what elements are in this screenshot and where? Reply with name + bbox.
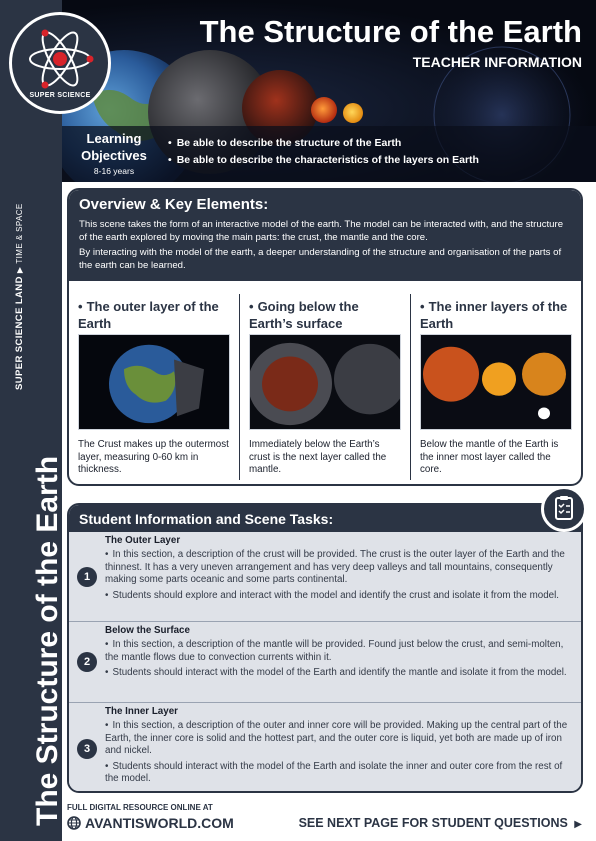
resource-label: FULL DIGITAL RESOURCE ONLINE AT — [67, 803, 213, 812]
bullet-icon: • — [78, 299, 83, 314]
task-bullets — [105, 549, 573, 602]
overview-paragraph: This scene takes the form of an interactive model of the earth. The model can be interacted with, and the structure of the earth explored by moving the main parts: the crust, the mantle and the core. — [79, 219, 564, 243]
task-bullet: • Students should explore and interact with the model and identify the crust and isolate it from the model. — [105, 590, 573, 603]
page-title: The Structure of the Earth — [199, 14, 582, 49]
key-element-text: Below the mantle of the Earth is the inner most layer called the core. — [420, 439, 559, 475]
earth-crust-image — [78, 334, 230, 430]
age-range: 8-16 years — [93, 166, 135, 176]
sidebar-topic: TIME & SPACE — [15, 203, 24, 264]
key-elements-columns — [69, 294, 581, 480]
header-banner — [62, 0, 596, 182]
logo-text: SUPER SCIENCE — [29, 92, 91, 99]
triangle-right-icon: ▶ — [15, 266, 24, 274]
overview-title: Overview & Key Elements: — [79, 196, 269, 213]
key-element-heading: • Going below the Earth’s surface — [249, 299, 359, 331]
website-text: AVANTISWORLD.COM — [85, 815, 234, 831]
bullet-icon: • — [420, 299, 425, 314]
task-bullets — [105, 639, 573, 680]
earth-mantle-image — [249, 334, 401, 430]
key-element-core — [411, 294, 581, 480]
super-science-logo — [9, 12, 111, 114]
objective-item: • Be able to describe the characteristics of the layers on Earth — [168, 154, 479, 166]
student-tasks-panel — [67, 503, 583, 793]
learning-objectives-bar — [62, 126, 596, 182]
key-element-mantle — [240, 294, 411, 480]
task-title: Below the Surface — [105, 625, 190, 636]
clipboard-checklist-icon — [541, 486, 587, 532]
earth-core-image — [420, 334, 572, 430]
task-section-below-surface — [69, 621, 581, 702]
task-bullet: • In this section, a description of the mantle will be provided. Found just below the crust, and semi-molten, the mantle flows due to convection currents within it. — [105, 639, 573, 664]
key-element-heading: • The inner layers of the Earth — [420, 299, 568, 331]
task-bullets — [105, 720, 573, 786]
chevron-right-icon: ▶ — [574, 819, 582, 830]
next-page-text: SEE NEXT PAGE FOR STUDENT QUESTIONS — [298, 816, 568, 830]
key-element-text: The Crust makes up the outermost layer, measuring 0-60 km in thickness. — [78, 439, 229, 475]
key-element-heading: • The outer layer of the Earth — [78, 299, 219, 331]
sidebar-section: SUPER SCIENCE LAND — [14, 276, 25, 390]
learning-objectives-label: Learning Objectives — [81, 131, 147, 163]
key-element-text: Immediately below the Earth’s crust is the next layer called the mantle. — [249, 439, 387, 475]
key-element-crust — [69, 294, 240, 480]
objectives-list — [168, 137, 479, 171]
sidebar-vertical-title: The Structure of the Earth — [31, 455, 64, 826]
task-number-badge: 2 — [77, 652, 97, 672]
overview-paragraph: By interacting with the model of the earth, a deeper understanding of the structure and organisation of the parts of the earth can be learned. — [79, 247, 562, 271]
task-bullet: • In this section, a description of the outer and inner core will be provided. Making up the central part of the Earth, the inner core is solid and the hottest part, and the outer core is liquid, yet both are made up of iron and nickel. — [105, 720, 573, 758]
globe-icon — [67, 816, 81, 833]
tasks-title: Student Information and Scene Tasks: — [69, 505, 581, 532]
task-number-badge: 3 — [77, 739, 97, 759]
task-section-outer-layer — [69, 532, 581, 621]
task-section-inner-layer — [69, 702, 581, 793]
bullet-icon: • — [249, 299, 254, 314]
page-subtitle: TEACHER INFORMATION — [412, 54, 582, 70]
objective-item: • Be able to describe the structure of the Earth — [168, 137, 479, 149]
next-page-link[interactable] — [299, 816, 582, 830]
overview-header — [69, 190, 581, 281]
task-title: The Inner Layer — [105, 706, 178, 717]
website-link[interactable] — [67, 815, 234, 833]
task-bullet: • Students should interact with the model of the Earth and isolate the inner and outer core from the rest of the model. — [105, 761, 573, 786]
sidebar-breadcrumb — [14, 203, 25, 390]
task-title: The Outer Layer — [105, 535, 181, 546]
overview-panel — [67, 188, 583, 486]
task-bullet: • In this section, a description of the crust will be provided. The crust is the outer layer of the Earth and the thinnest. It has a very uneven arrangement and has very deep valleys and tall mountains, consequently making some parts oceanic and some parts continental. — [105, 549, 573, 587]
task-bullet: • Students should interact with the model of the Earth and identify the mantle and isolate it from the model. — [105, 667, 573, 680]
sidebar — [0, 0, 62, 841]
task-number-badge: 1 — [77, 567, 97, 587]
